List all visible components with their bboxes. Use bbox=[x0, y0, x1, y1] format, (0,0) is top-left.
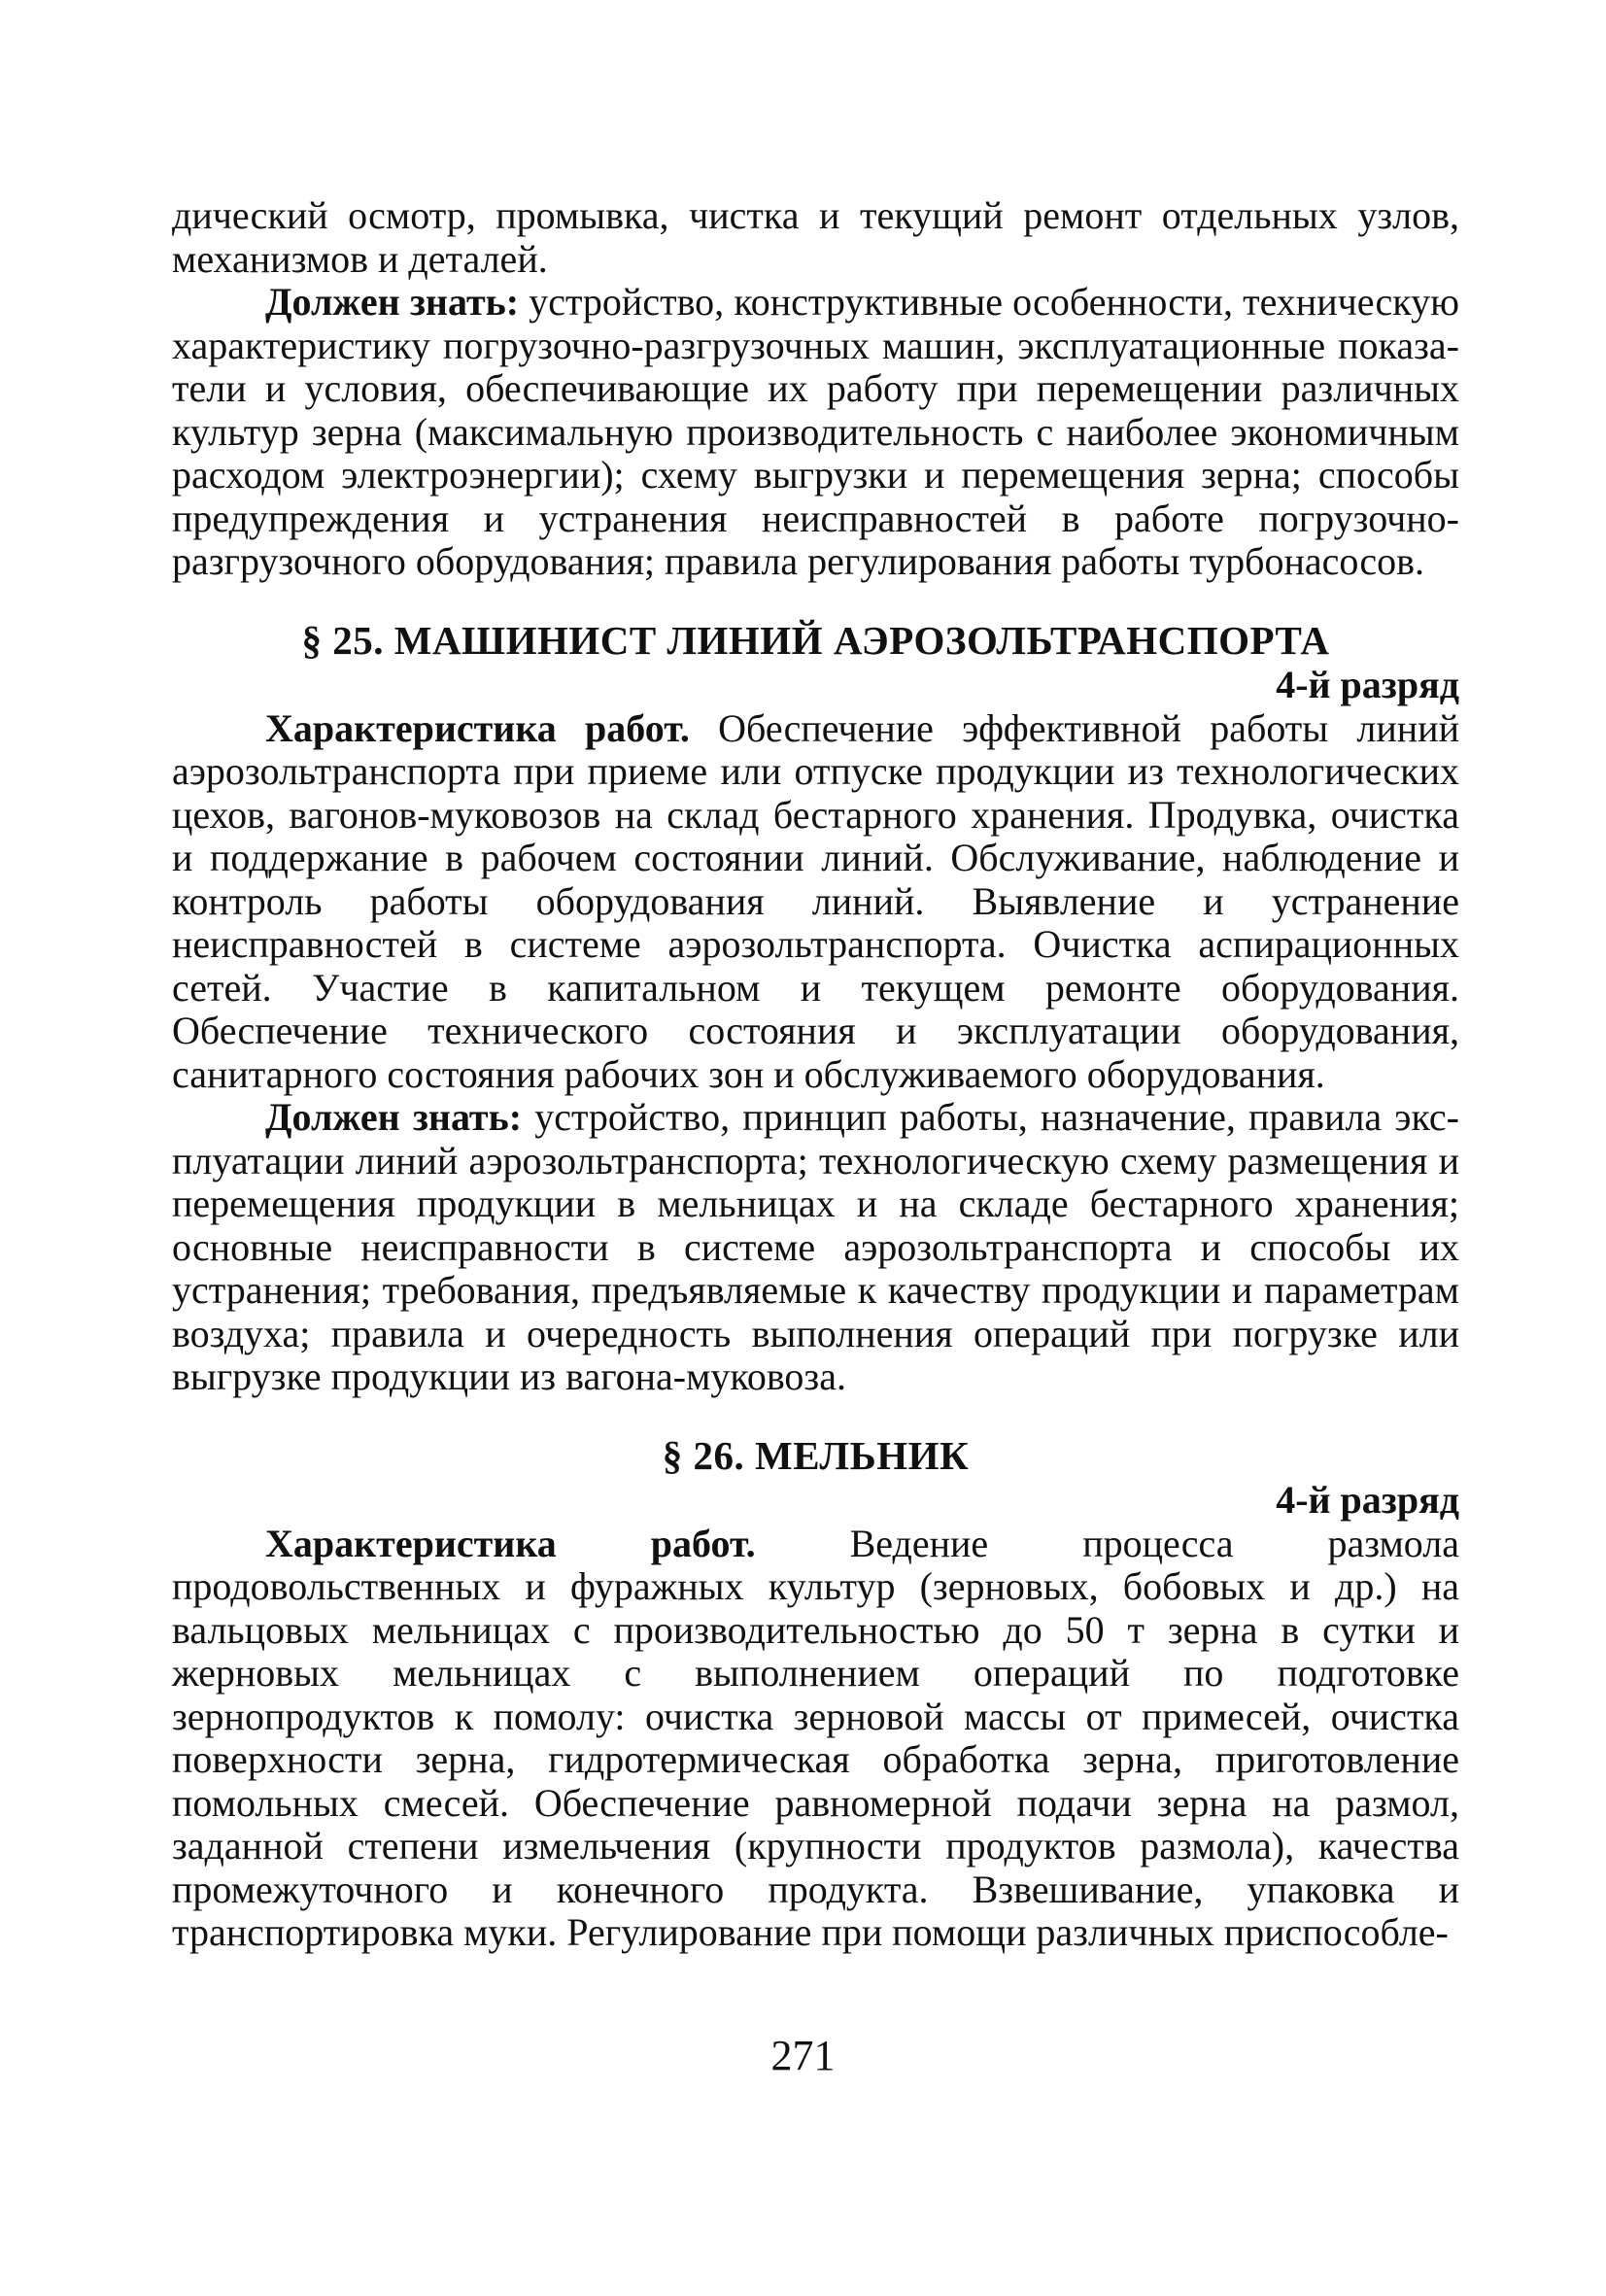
must-know-text: устройство, принцип работы, назначение, правила эксплуатации линий аэрозольтранспорта; технологическую схему размещения и перемещения продукции в мельницах и на складе бестарного хранения; основные неисправности в системе аэрозольтранспорта и способы их устранения; требования, предъявляемые к качеству продукции и параметрам воздуха; правила и очередность выполнения операций при погрузке или выгрузке продукции из вагона-муковоза. bbox=[172, 1095, 1459, 1398]
section-25 bbox=[172, 618, 1459, 1399]
section-25-know-paragraph bbox=[172, 1096, 1459, 1399]
section-25-title: § 25. МАШИНИСТ ЛИНИЙ АЭРОЗОЛЬТРАНСПОРТА bbox=[301, 617, 1330, 663]
work-label: Характеристика работ. bbox=[265, 1521, 756, 1565]
must-know-text: устройство, конструктивные особенности, техническую характеристику погрузочно-разгрузочных машин, эксплуатационные показатели и условия, обеспечивающие их работу при перемещении различных культур зерна (максимальную производительность с наиболее экономичным расходом электроэнергии); схему выгрузки и перемещения зерна; способы предупреждения и устранения неисправностей в работе погрузочно-разгрузочного оборудования; правила регулирования работы турбонасосов. bbox=[172, 280, 1459, 583]
work-text: Обеспечение эффективной работы линий аэрозольтранспорта при приеме или отпуске продукции из технологических цехов, вагонов-муковозов на склад бестарного хранения. Продувка, очистка и поддержание в рабочем состоянии линий. Обслуживание, наблюдение и контроль работы оборудования линий. Выявление и устранение неисправностей в системе аэрозольтранспорта. Очистка аспирационных сетей. Участие в капитальном и текущем ремонте оборудования. Обеспечение технического состояния и эксплуатации оборудования, санитарного состояния рабочих зон и обслуживаемого оборудования. bbox=[172, 705, 1459, 1096]
section-26-title: § 26. МЕЛЬНИК bbox=[662, 1432, 970, 1478]
section-25-work-paragraph bbox=[172, 707, 1459, 1097]
section-26-grade: 4-й разряд bbox=[1276, 1477, 1459, 1522]
section-25-grade: 4-й разряд bbox=[1276, 662, 1459, 706]
section-26 bbox=[172, 1433, 1459, 1955]
work-text: Ведение процесса размола продовольственных и фуражных культур (зерновых, бобовых и др.) на вальцовых мельницах с производительностью до 50 т зерна в сутки и жерновых мельницах с выполнением операций по подготовке зернопродуктов к помолу: очистка зерновой массы от примесей, очистка поверхности зерна, гидротермическая обработка зерна, приготовление помольных смесей. Обеспечение равномерной подачи зерна на размол, заданной степени измельчения (крупности продуктов размола), качества промежуточного и конечного продукта. Взвешивание, упаковка и транспортировка муки. Регулирование при помощи различных приспособле- bbox=[172, 1521, 1459, 1954]
document-page bbox=[172, 194, 1459, 1955]
section-26-work-paragraph bbox=[172, 1523, 1459, 1955]
intro-must-know-paragraph bbox=[172, 281, 1459, 584]
must-know-label: Должен знать: bbox=[265, 280, 520, 324]
work-label: Характеристика работ. bbox=[265, 705, 690, 750]
intro-text: дический осмотр, промывка, чистка и текущий ремонт отдельных узлов, механизмов и деталей. bbox=[172, 193, 1459, 281]
must-know-label: Должен знать: bbox=[265, 1095, 523, 1139]
page-number: 271 bbox=[770, 2032, 836, 2079]
intro-paragraph bbox=[172, 194, 1459, 281]
